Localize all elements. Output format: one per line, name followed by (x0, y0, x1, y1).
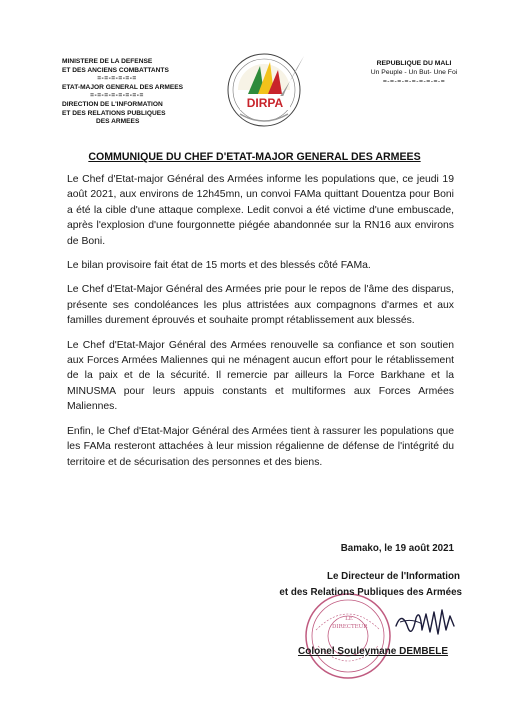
stamp-line-2: DIRECTEUR (332, 624, 368, 630)
ministry-line-2: ET DES ANCIENS COMBATTANTS (62, 66, 169, 74)
signatory-name: Colonel Souleymane DEMBELE (297, 646, 449, 657)
ministry-line-1: MINISTERE DE LA DEFENSE (62, 58, 153, 65)
paragraph-3: Le Chef d'Etat-Major Général des Armées prie pour le repos de l'âme des disparus, présente ses condoléances les plus attristées aux compagnons d'armes et aux familles durement éprouvés et souhaite prompt rétablissement aux blessés. (67, 284, 454, 327)
ministry-line-5: ET DES RELATIONS PUBLIQUES (62, 109, 166, 117)
signatory-title-1: Le Directeur de l'Information (327, 571, 460, 582)
communique-body (67, 172, 454, 479)
country-name: REPUBLIQUE DU MALI (376, 60, 452, 67)
header-separator-1: =-=-=-=-=-= (97, 75, 137, 83)
ministry-line-4: DIRECTION DE L'INFORMATION (62, 100, 163, 108)
stamp-line-1: LE (345, 616, 353, 622)
header-separator-2: =-=-=-=-=-=-=-= (90, 92, 144, 100)
logo-text: DIRPA (246, 96, 284, 110)
official-stamp (302, 590, 394, 682)
motto-separator: =-=-=-=-=-=-=-=-= (382, 78, 446, 85)
paragraph-1: Le Chef d'Etat-major Général des Armées informe les populations que, ce jeudi 19 août 2021, aux environs de 12h45mn, un convoi FAMa quittant Douentza pour Boni a été la cible d'une attaque complexe. Ledit convoi a été victime d'une embuscade, après l'explosion d'une fourgonnette piégée abandonnée sur la RN16 aux environs de Boni. (67, 174, 454, 247)
handwritten-signature (392, 604, 464, 640)
stamp-text (332, 615, 366, 631)
paragraph-4: Le Chef d'Etat-Major Général des Armées renouvelle sa confiance et son soutien aux Forces Armées Maliennes qui ne ménagent aucun effort pour le rétablissement de la paix et de la sécurité. Il remercie par ailleurs la Force Barkhane et la MINUSMA pour leurs appuis constants et multiformes aux Forces Armées Maliennes. (67, 339, 454, 413)
ministry-line-3: ETAT-MAJOR GENERAL DES ARMEES (62, 83, 184, 91)
republic-header (354, 59, 474, 86)
national-motto: Un Peuple - Un But- Une Foi (370, 69, 458, 76)
date-line: Bamako, le 19 août 2021 (340, 543, 454, 554)
signatory-title-2: et des Relations Publiques des Armées (279, 587, 462, 598)
ministry-line-6: DES ARMEES (96, 118, 140, 126)
dirpa-logo-emblem (218, 44, 314, 134)
ministry-header (62, 58, 212, 127)
paragraph-2: Le bilan provisoire fait état de 15 morts et des blessés côté FAMa. (67, 260, 371, 272)
paragraph-5: Enfin, le Chef d'Etat-Major Général des Armées tient à rassurer les populations que les FAMa resteront attachées à leur mission régalienne de défense de l'intégrité du territoire et de sécurisation des personnes et des biens. (67, 425, 454, 468)
communique-title: COMMUNIQUE DU CHEF D'ETAT-MAJOR GENERAL DES ARMEES (88, 151, 421, 163)
